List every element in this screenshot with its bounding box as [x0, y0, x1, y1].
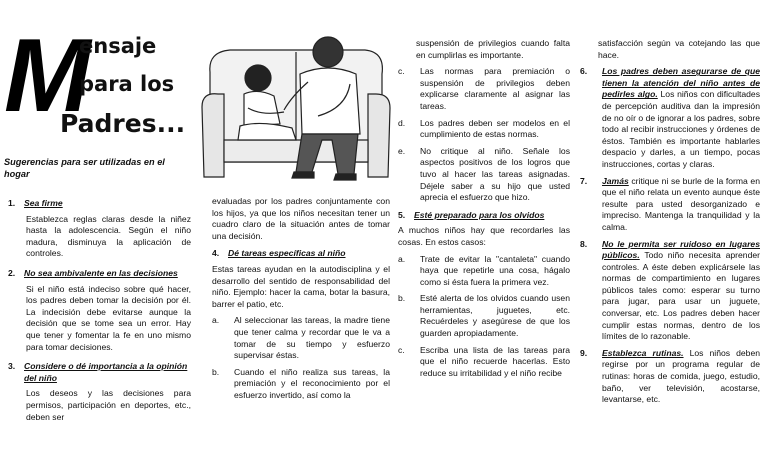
- subtitle: Sugerencias para ser utilizadas en el hogar: [4, 157, 165, 179]
- couch-arm-left: [202, 94, 224, 177]
- parent-child-illustration: [200, 12, 392, 190]
- item-5-title: Esté preparado para los olvidos: [414, 209, 545, 220]
- item-9: 9. Establezca rutinas. Los niños deben regirse por un programa regular de rutinas: horas de comida, juego, estudio, baño, ver televisión, acostarse, levantarse, etc.: [580, 347, 761, 405]
- item-9-body: Los niños deben regirse por un programa regular de rutinas: horas de comida, juego, estudio, baño, ver televisión, acostarse, levantarse, etc.: [602, 347, 761, 405]
- item-3-title: Considere o dé importancia a la opinión del niño: [24, 361, 188, 383]
- column-3: [398, 38, 570, 384]
- item-5-heading: 5. Esté preparado para los olvidos: [398, 209, 545, 220]
- list-item: e. No critique al niño. Señale los aspectos positivos de los logros que tuvo al hacer las tareas asignadas. Déjele saber a su hijo que usted aprecia el esfuerzo que hizo.: [398, 145, 570, 203]
- item-4-heading: 4. Dé tareas específicas al niño: [212, 248, 346, 259]
- item-1-heading: 1. Sea firme: [8, 198, 63, 208]
- item-8-title: No le permita ser ruidoso en lugares públicos.: [602, 238, 760, 261]
- item-8: 8. No le permita ser ruidoso en lugares públicos. Todo niño necesita aprender controles. A éste deben explicársele las normas de compartimiento en lugares públicos tales como: esperar su turno para jugar, para usar un juguete, conversar, etc. Los padres deben hacer cumplir estas normas, dentro de los límites de lo razonable.: [580, 238, 760, 342]
- child-head: [245, 65, 271, 91]
- item-7-body: critique ni se burle de la forma en que el niño relata un evento aunque éste resulte para usted desorganizado e impreciso. Mantenga la tranquilidad y la calma.: [602, 175, 760, 232]
- item-8-body: Todo niño necesita aprender controles. A éste deben explicársele las normas de compartimiento en lugares públicos tales como: esperar su turno para jugar, para usar un juguete, conversar, etc. Los padres deben hacer cumplir estas normas, dentro de los límites de lo razonable.: [602, 250, 760, 342]
- list-item: a. Al seleccionar las tareas, la madre tiene que tener calma y recordar que le va a tomar de su tiempo y esfuerzo supervisar éstas.: [212, 315, 390, 361]
- parent-head: [313, 37, 343, 67]
- column-4: [580, 38, 760, 411]
- list-item: c. Las normas para premiación o suspensión de privilegios deben explicarse claramente al asignar las tareas.: [398, 66, 570, 111]
- title-initial: M: [4, 18, 91, 134]
- item-2-title: No sea ambivalente en las decisiones: [24, 267, 178, 278]
- item-7: 7. Jamás critique ni se burle de la forma en que el niño relata un evento aunque éste resulte para usted desorganizado e impreciso. Mantenga la tranquilidad y la calma.: [580, 175, 760, 232]
- item-5-body: A muchos niños hay que recordarles las cosas. En estos casos:: [398, 225, 570, 247]
- title-word-2: para los: [79, 72, 175, 96]
- title-word-3: Padres...: [60, 109, 186, 138]
- item-4-body: Estas tareas ayudan en la autodisciplina y el desarrollo del sentido de responsabilidad del niño. Ejemplo: hacer la cama, botar la basura, barrer el patio, etc.: [212, 263, 390, 309]
- item-4-continuation: suspensión de privilegios cuando falta en cumplirlas es importante.: [416, 38, 570, 60]
- title-block: [4, 18, 196, 147]
- list-item: d. Los padres deben ser modelos en el cumplimiento de estas normas.: [398, 117, 570, 140]
- item-9-title: Establezca rutinas.: [602, 347, 684, 358]
- item-1-title: Sea firme: [24, 198, 63, 208]
- list-item: b. Esté alerta de los olvidos cuando usen herramientas, juguetes, etc. Recuérdeles y asegúrese de que los guarden apropiadamente.: [398, 293, 570, 339]
- parent-body: [300, 68, 360, 134]
- list-item: a. Trate de evitar la "cantaleta" cuando haya que repetirle una cosa, hágalo como si ésta fuera la primera vez.: [398, 253, 570, 287]
- couch-arm-right: [368, 94, 390, 177]
- item-5-continuation: satisfacción según va cotejando las que hace.: [598, 38, 760, 60]
- item-6-body: Los niños con dificultades de percepción auditiva dan la impresión de no oír o de ignorar a los padres, sobre todo al recibir instrucciones y órdenes de éstos. También es importante hablarles despacio y darles, a un tiempo, pocas instrucciones, cortas y claras.: [602, 89, 760, 169]
- item-6: 6. Los padres deben asegurarse de que tienen la atención del niño antes de pedirles algo. Los niños con dificultades de percepción auditiva dan la impresión de no oír o de ignorar a los padres, sobre todo al recibir instrucciones y órdenes de éstos. También es importante hablarles despacio y darles, a un tiempo, pocas instrucciones, cortas y claras.: [580, 66, 760, 169]
- list-item: c. Escriba una lista de las tareas para que el niño recuerde hacerlas. Esto reduce su irritabilidad y el niño recibe: [398, 344, 570, 378]
- column-2: [212, 196, 390, 407]
- item-2-body: Si el niño está indeciso sobre qué hacer, los padres deben tomar la decisión por él. La indecisión debe evitarse aunque la decisión que se tome sea un error. Hay que tener y fomentar la fe en uno mismo para tomar decisiones.: [26, 283, 191, 352]
- list-item: b. Cuando el niño realiza sus tareas, la premiación y el reconocimiento por el esfuerzo invertido, así como la: [212, 366, 390, 400]
- item-2-heading: 2. No sea ambivalente en las decisiones: [8, 267, 178, 278]
- item-3-continuation: evaluadas por los padres conjuntamente con los hijos, ya que los niños necesitan tener un cuadro claro de la situación antes de tomar una decisión.: [212, 196, 390, 241]
- item-3-body: Los deseos y las decisiones para permisos, participación en deportes, etc., deben ser: [26, 388, 191, 422]
- item-3-heading: 3. Considere o dé importancia a la opinión del niño: [8, 361, 191, 384]
- item-4-title: Dé tareas específicas al niño: [228, 248, 346, 259]
- item-7-title: Jamás: [602, 175, 629, 186]
- column-1: [8, 196, 191, 428]
- item-1-body: Establezca reglas claras desde la niñez hasta la adolescencia. Según el niño madura, disminuya la aplicación de controles.: [26, 213, 191, 259]
- title-word-1: ensaje: [79, 34, 157, 58]
- item-6-title: Los padres deben asegurarse de que tienen la atención del niño antes de pedirles algo.: [602, 66, 760, 100]
